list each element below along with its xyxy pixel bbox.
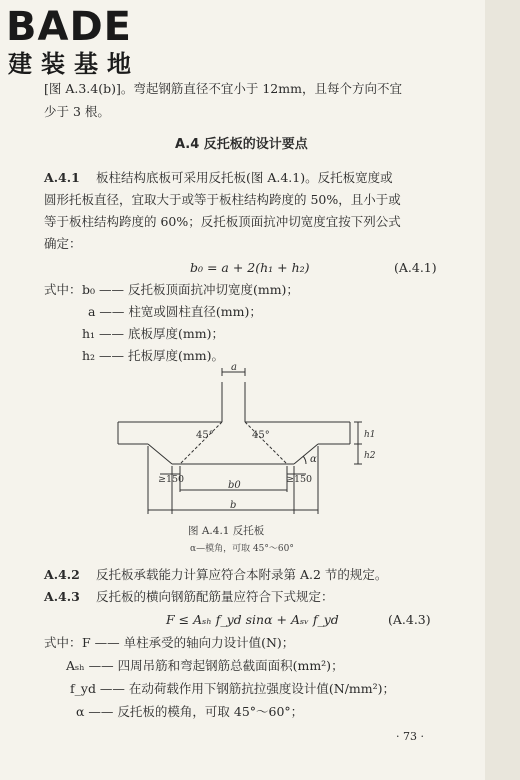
text-line: 确定： — [44, 236, 82, 251]
fig-label-b0: b0 — [228, 480, 241, 491]
figure-a41-diagram — [100, 362, 390, 520]
fig-dim-left: ≥150 — [158, 474, 185, 485]
watermark-logo — [6, 6, 156, 78]
formula-number: (A.4.3) — [388, 612, 431, 627]
clause-number: A.4.1 — [44, 170, 80, 185]
fig-label-a: a — [231, 362, 237, 373]
fig-label-h2: h2 — [364, 451, 376, 461]
definition-line: h₂ —— 托板厚度(mm)。 — [82, 348, 224, 363]
definition-line: a —— 柱宽或圆柱直径(mm)； — [88, 304, 262, 319]
fig-angle-left: 45° — [196, 430, 214, 441]
definition-line: α —— 反托板的模角，可取 45°～60°； — [76, 704, 304, 719]
fig-label-h1: h1 — [364, 430, 376, 440]
text-line: 少于 3 根。 — [44, 104, 110, 119]
formula-a43: F ≤ Aₛₕ f_yd sinα + Aₛᵥ f_yd — [166, 612, 339, 627]
figure-caption: 图 A.4.1 反托板 — [188, 525, 265, 537]
formula-a41: b₀ = a + 2(h₁ + h₂) — [190, 260, 310, 275]
text-line: 等于板柱结构跨度的 60%；反托板顶面抗冲切宽度宜按下列公式 — [44, 214, 401, 229]
text-line: 反托板的横向钢筋配筋量应符合下式规定： — [96, 589, 334, 604]
formula-number: (A.4.1) — [394, 260, 437, 275]
definition-line: f_yd —— 在动荷载作用下钢筋抗拉强度设计值(N/mm²)； — [70, 681, 396, 696]
clause-number: A.4.2 — [44, 567, 80, 582]
fig-angle-right: 45° — [252, 430, 270, 441]
page-number: · 73 · — [396, 730, 424, 743]
definition-line: Aₛₕ —— 四周吊筋和弯起钢筋总截面面积(mm²)； — [66, 658, 344, 673]
text-line: [图 A.3.4(b)]。弯起钢筋直径不宜小于 12mm，且每个方向不宜 — [44, 81, 402, 96]
where-lead: 式中： — [44, 282, 82, 297]
text-line: 圆形托板直径，宜取大于或等于板柱结构跨度的 50%，且小于或 — [44, 192, 401, 207]
definition-line: b₀ —— 反托板顶面抗冲切宽度(mm)； — [82, 282, 299, 297]
definition-line: F —— 单柱承受的轴向力设计值(N)； — [82, 635, 295, 650]
logo-brand: BADE — [6, 4, 132, 50]
where-lead: 式中： — [44, 635, 82, 650]
definition-line: h₁ —— 底板厚度(mm)； — [82, 326, 224, 341]
fig-label-b: b — [230, 500, 237, 511]
fig-label-alpha: α — [310, 454, 317, 465]
page-gutter — [485, 0, 520, 780]
figure-note: α—模角，可取 45°～60° — [190, 544, 294, 554]
logo-subtitle: 建装基地 — [8, 50, 140, 78]
section-heading: A.4 反托板的设计要点 — [175, 137, 308, 152]
text-line: 反托板承载能力计算应符合本附录第 A.2 节的规定。 — [96, 567, 388, 582]
fig-dim-right: ≥150 — [286, 474, 313, 485]
text-line: 板柱结构底板可采用反托板(图 A.4.1)。反托板宽度或 — [96, 170, 393, 185]
clause-number: A.4.3 — [44, 589, 80, 604]
